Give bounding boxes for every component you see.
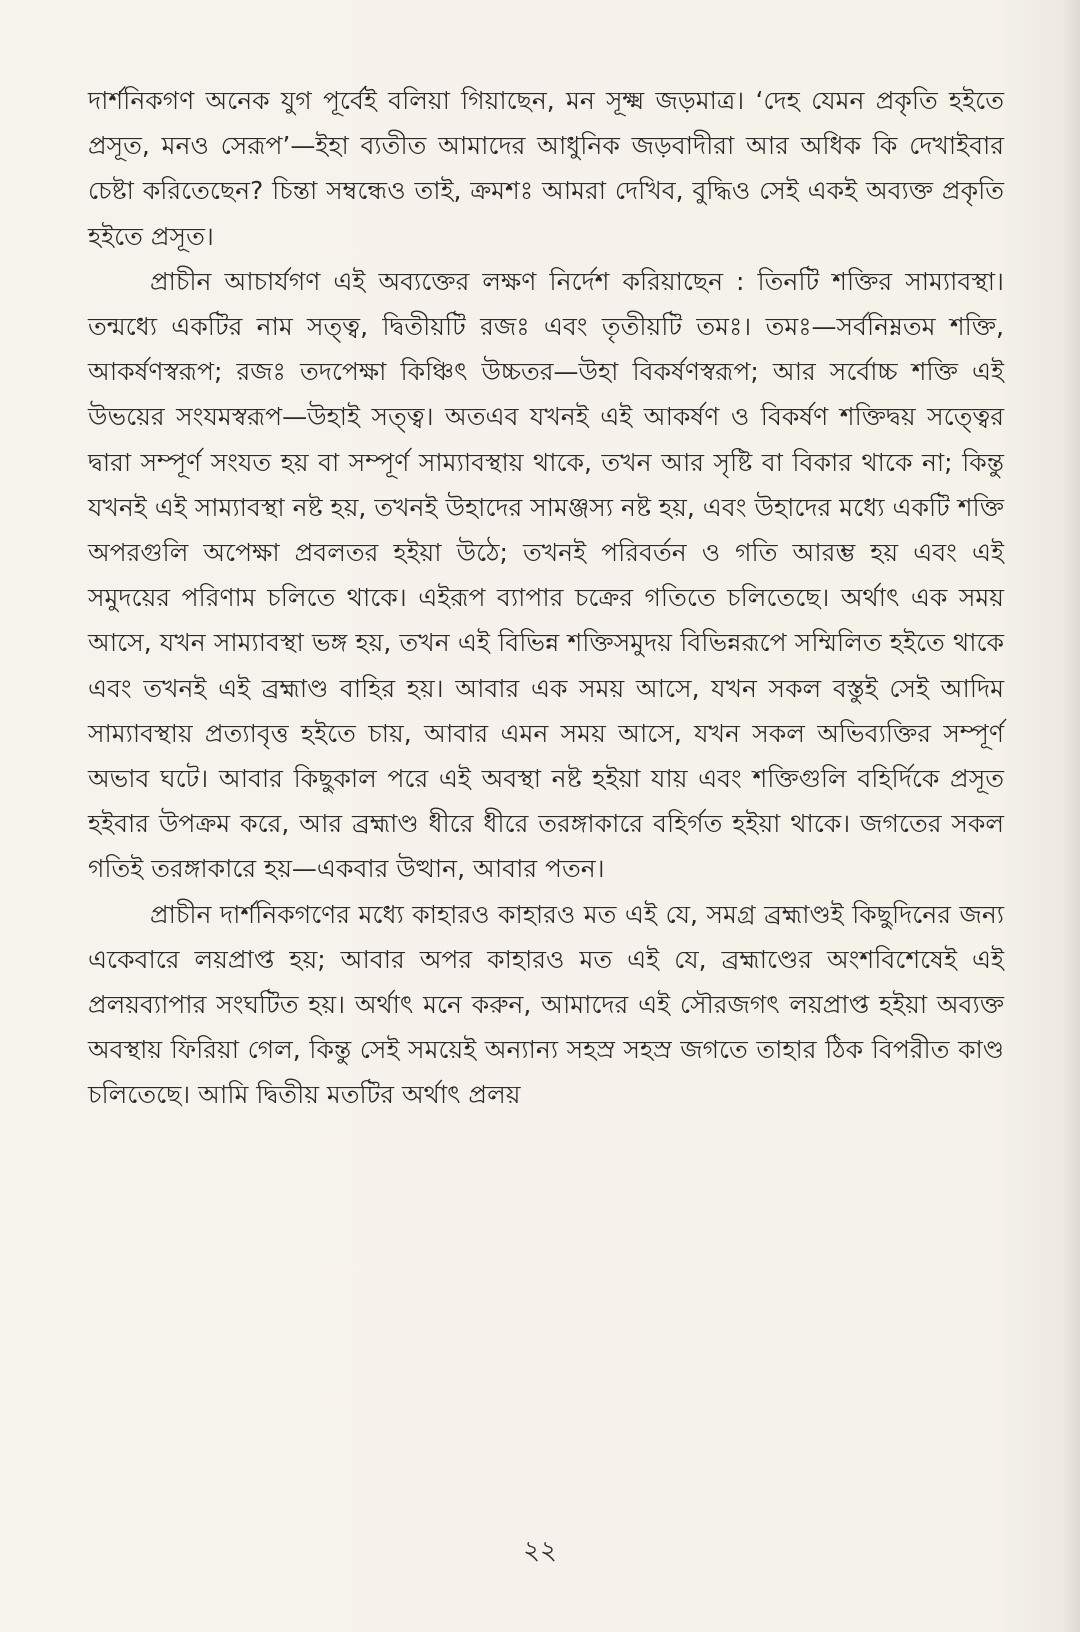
paragraph-2: প্রাচীন আচার্যগণ এই অব্যক্তের লক্ষণ নির্দেশ করিয়াছেন : তিনটি শক্তির সাম্যাবস্থা। তন্মধ্যে একটির নাম সত্ত্ব, দ্বিতীয়টি রজঃ এবং তৃতীয়টি তমঃ। তমঃ—সর্বনিম্নতম শক্তি, আকর্ষণস্বরূপ; রজঃ তদপেক্ষা কিঞ্চিৎ উচ্চতর—উহা বিকর্ষণস্বরূপ; আর সর্বোচ্চ শক্তি এই উভয়ের সংযমস্বরূপ—উহাই সত্ত্ব। অতএব যখনই এই আকর্ষণ ও বিকর্ষণ শক্তিদ্বয় সত্ত্বের দ্বারা সম্পূর্ণ সংযত হয় বা সম্পূর্ণ সাম্যাবস্থায় থাকে, তখন আর সৃষ্টি বা বিকার থাকে না; কিন্তু যখনই এই সাম্যাবস্থা নষ্ট হয়, তখনই উহাদের সামঞ্জস্য নষ্ট হয়, এবং উহাদের মধ্যে একটি শক্তি অপরগুলি অপেক্ষা প্রবলতর হইয়া উঠে; তখনই পরিবর্তন ও গতি আরম্ভ হয় এবং এই সমুদয়ের পরিণাম চলিতে থাকে। এইরূপ ব্যাপার চক্রের গতিতে চলিতেছে। অর্থাৎ এক সময় আসে, যখন সাম্যাবস্থা ভঙ্গ হয়, তখন এই বিভিন্ন শক্তিসমুদয় বিভিন্নরূপে সম্মিলিত হইতে থাকে এবং তখনই এই ব্রহ্মাণ্ড বাহির হয়। আবার এক সময় আসে, যখন সকল বস্তুই সেই আদিম সাম্যাবস্থায় প্রত্যাবৃত্ত হইতে চায়, আবার এমন সময় আসে, যখন সকল অভিব্যক্তির সম্পূর্ণ অভাব ঘটে। আবার কিছুকাল পরে এই অবস্থা নষ্ট হইয়া যায় এবং শক্তিগুলি বহির্দিকে প্রসূত হইবার উপক্রম করে, আর ব্রহ্মাণ্ড ধীরে ধীরে তরঙ্গাকারে বহির্গত হইয়া থাকে। জগতের সকল গতিই তরঙ্গাকারে হয়—একবার উত্থান, আবার পতন।: [88, 266, 1004, 884]
body-text: [88, 78, 1004, 1118]
page-number: ২২: [523, 1536, 557, 1566]
paragraph-3: প্রাচীন দার্শনিকগণের মধ্যে কাহারও কাহারও মত এই যে, সমগ্র ব্রহ্মাণ্ডই কিছুদিনের জন্য একেবারে লয়প্রাপ্ত হয়; আবার অপর কাহারও মত এই যে, ব্রহ্মাণ্ডের অংশবিশেষেই এই প্রলয়ব্যাপার সংঘটিত হয়। অর্থাৎ মনে করুন, আমাদের এই সৌরজগৎ লয়প্রাপ্ত হইয়া অব্যক্ত অবস্থায় ফিরিয়া গেল, কিন্তু সেই সময়েই অন্যান্য সহস্র সহস্র জগতে তাহার ঠিক বিপরীত কাণ্ড চলিতেছে। আমি দ্বিতীয় মতটির অর্থাৎ প্রলয়: [88, 899, 1004, 1110]
page-edge-shadow: [1062, 0, 1080, 1632]
paragraph-1: দার্শনিকগণ অনেক যুগ পূর্বেই বলিয়া গিয়াছেন, মন সূক্ষ্ম জড়মাত্র। ‘দেহ যেমন প্রকৃতি হইতে প্রসূত, মনও সেরূপ’—ইহা ব্যতীত আমাদের আধুনিক জড়বাদীরা আর অধিক কি দেখাইবার চেষ্টা করিতেছেন? চিন্তা সম্বন্ধেও তাই, ক্রমশঃ আমরা দেখিব, বুদ্ধিও সেই একই অব্যক্ত প্রকৃতি হইতে প্রসূত।: [88, 86, 1004, 251]
